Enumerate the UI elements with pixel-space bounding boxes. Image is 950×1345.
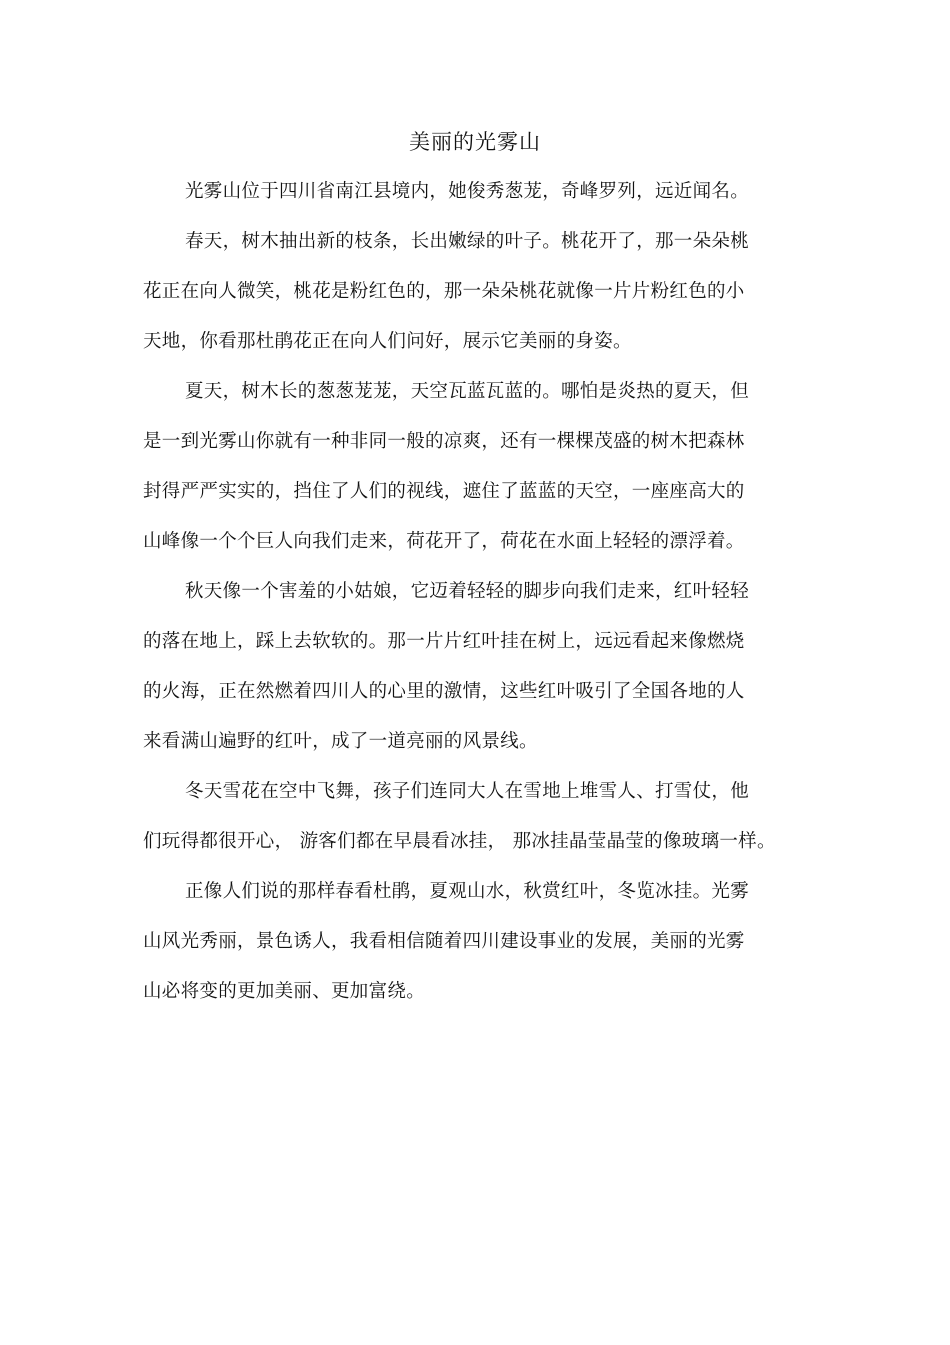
text-line: 封得严严实实的，挡住了人们的视线，遮住了蓝蓝的天空，一座座高大的: [143, 481, 745, 502]
text-line: 春天，树木抽出新的枝条，长出嫩绿的叶子。桃花开了，那一朵朵桃: [185, 231, 750, 252]
text-line: 夏天，树木长的葱葱茏茏，天空瓦蓝瓦蓝的。哪怕是炎热的夏天，但: [185, 381, 750, 402]
text-line: 正像人们说的那样春看杜鹃，夏观山水，秋赏红叶，冬览冰挂。光雾: [185, 881, 750, 902]
text-line: 冬天雪花在空中飞舞，孩子们连同大人在雪地上堆雪人、打雪仗，他: [185, 781, 750, 802]
text-line: 的落在地上，踩上去软软的。那一片片红叶挂在树上，远远看起来像燃烧: [143, 631, 745, 652]
text-line: 是一到光雾山你就有一种非同一般的凉爽，还有一棵棵茂盛的树木把森林: [143, 431, 745, 452]
document-title: 美丽的光雾山: [409, 130, 541, 154]
text-line: 们玩得都很开心， 游客们都在早晨看冰挂， 那冰挂晶莹晶莹的像玻璃一样。: [143, 831, 776, 852]
text-line: 天地，你看那杜鹃花正在向人们问好，展示它美丽的身姿。: [143, 331, 632, 352]
text-line: 的火海，正在然燃着四川人的心里的激情，这些红叶吸引了全国各地的人: [143, 681, 745, 702]
text-line: 山峰像一个个巨人向我们走来，荷花开了，荷花在水面上轻轻的漂浮着。: [143, 531, 745, 552]
text-line: 山风光秀丽，景色诱人，我看相信随着四川建设事业的发展，美丽的光雾: [143, 931, 745, 952]
text-line: 秋天像一个害羞的小姑娘，它迈着轻轻的脚步向我们走来，红叶轻轻: [185, 581, 750, 602]
text-line: 来看满山遍野的红叶，成了一道亮丽的风景线。: [143, 731, 538, 752]
text-line: 花正在向人微笑，桃花是粉红色的，那一朵朵桃花就像一片片粉红色的小: [143, 281, 745, 302]
text-line: 山必将变的更加美丽、更加富绕。: [143, 981, 426, 1002]
text-line: 光雾山位于四川省南江县境内，她俊秀葱茏，奇峰罗列，远近闻名。: [185, 181, 750, 202]
